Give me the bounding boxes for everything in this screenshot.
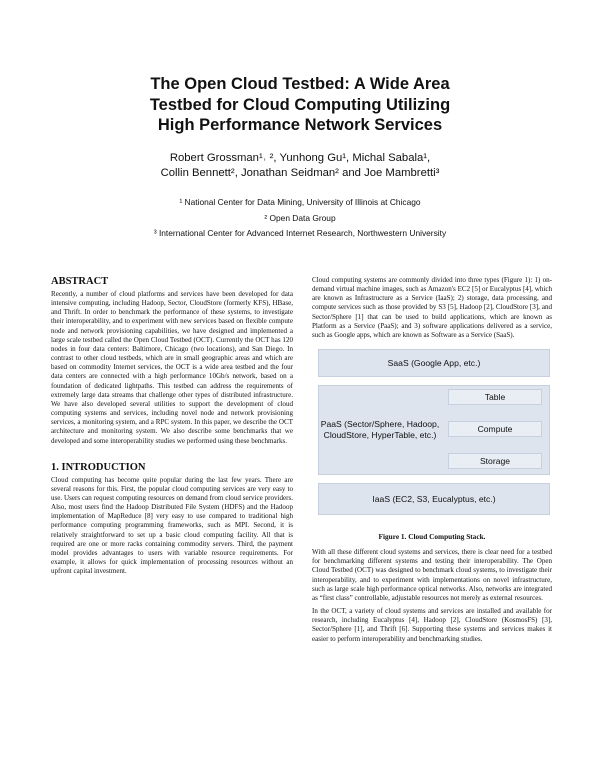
introduction-heading: 1. INTRODUCTION bbox=[51, 461, 146, 473]
paas-layer: PaaS (Sector/Sphere, Hadoop, CloudStore, HyperTable, etc.) bbox=[320, 419, 440, 441]
affiliation: ³ International Center for Advanced Internet Research, Northwestern University bbox=[153, 228, 447, 238]
cloud-types-paragraph: Cloud computing systems are commonly divided into three types (Figure 1): 1) on-demand virtual machine images, such as Amazon's EC2 [5] or Eucalyptus [4], which are known as Infrastructure as a Service (IaaS); 2) storage, data processing, and compute services such as those provided by S3 [5], Hadoop [2], CloudStore [3], and Sector/Sphere [1] that can be used to build applications, which are known as Platform as a Service (PaaS); and 3) software applications delivered as a service, such as Google apps, which are known as Software as a Service (SaaS). bbox=[312, 276, 552, 339]
title-line: The Open Cloud Testbed: A Wide Area bbox=[150, 75, 450, 93]
compute-service-box: Compute bbox=[448, 421, 542, 437]
saas-layer: SaaS (Google App, etc.) bbox=[318, 349, 550, 377]
figure-caption: Figure 1. Cloud Computing Stack. bbox=[378, 532, 486, 542]
storage-service-box: Storage bbox=[448, 453, 542, 469]
affiliation: ² Open Data Group bbox=[264, 212, 336, 223]
author-line: Robert Grossman¹˒ ², Yunhong Gu¹, Michal Sabala¹, bbox=[169, 152, 431, 164]
affiliation: ¹ National Center for Data Mining, University of Illinois at Chicago bbox=[179, 197, 421, 207]
author-line: Collin Bennett², Jonathan Seidman² and Joe Mambretti³ bbox=[160, 167, 440, 179]
abstract-heading: ABSTRACT bbox=[51, 276, 109, 287]
left-column bbox=[51, 276, 293, 576]
author-list bbox=[60, 151, 540, 181]
introduction-text: Cloud computing has become quite popular during the last few years. There are several reasons for this. First, the popular cloud computing services are very easy to use. Users can request computing resources on demand from cloud service providers. Also, most users find the Hadoop Distributed File System (HDFS) and the Hadoop implementation of MapReduce [8] very easy to use compared to traditional high performance computing programming frameworks, such as MPI. Second, it is relatively straightforward to set up a basic cloud computing facility. All that is required are one or more racks containing commodity servers. Third, the payment model provides advantages to users with variable resource requirements. For example, it allows for quick implementation of processing resources without an upfront capital investment. bbox=[51, 475, 293, 576]
cloud-stack-figure bbox=[312, 347, 552, 523]
title-line: High Performance Network Services bbox=[157, 116, 443, 134]
abstract-text: Recently, a number of cloud platforms and services have been developed for data intensive computing, including Hadoop, Sector, CloudStore (formerly KFS), HBase, and Thrift. In order to benchmark the performance of these systems, to investigate their interoperability, and to experiment with new services based on flexible compute node and network provisioning capabilities, we have designed and implemented a large scale testbed called the Open Cloud Testbed (OCT). Currently the OCT has 120 nodes in four data centers: Baltimore, Chicago (two locations), and San Diego. In contrast to other cloud testbeds, which are in small geographic areas and which are based on commodity Internet services, the OCT is a wide area testbed and the four data centers are connected with a high performance 10Gb/s network, based on a foundation of dedicated lightpaths. This testbed can address the requirements of extremely large data streams that challenge other types of distributed infrastructure. We have also developed several utilities to support the development of cloud computing systems and services, including novel node and network provisioning services, a monitoring system, and a RPC system. In this paper, we describe the OCT architecture and monitoring system. We also describe some benchmarks that we developed and some interoperability studies we performed using these benchmarks. bbox=[51, 290, 293, 445]
paper-title bbox=[60, 74, 540, 136]
oct-systems-paragraph: In the OCT, a variety of cloud systems and services are installed and available for research, including Eucalyptus [4], Hadoop [2], CloudStore (KosmosFS) [3], Sector/Sphere [1], and Thrift [6]. Supporting these systems and services makes it easier to perform interoperability and benchmarking studies. bbox=[312, 607, 552, 643]
testbed-need-paragraph: With all these different cloud systems and services, there is clear need for a testbed for benchmarking different systems and testing their interoperability. The Open Cloud Testbed (OCT) was designed to benchmark cloud systems, to investigate their interoperability, and to experiment with implementations on novel infrastructure, such as large scale high performance optical networks. Also, networks are integrated as “first class” controllable, adjustable resources not merely as external resources. bbox=[312, 548, 552, 602]
title-line: Testbed for Cloud Computing Utilizing bbox=[149, 95, 451, 114]
iaas-layer: IaaS (EC2, S3, Eucalyptus, etc.) bbox=[318, 483, 550, 515]
right-column bbox=[312, 276, 552, 644]
affiliation-list bbox=[60, 195, 540, 242]
table-service-box: Table bbox=[448, 389, 542, 405]
